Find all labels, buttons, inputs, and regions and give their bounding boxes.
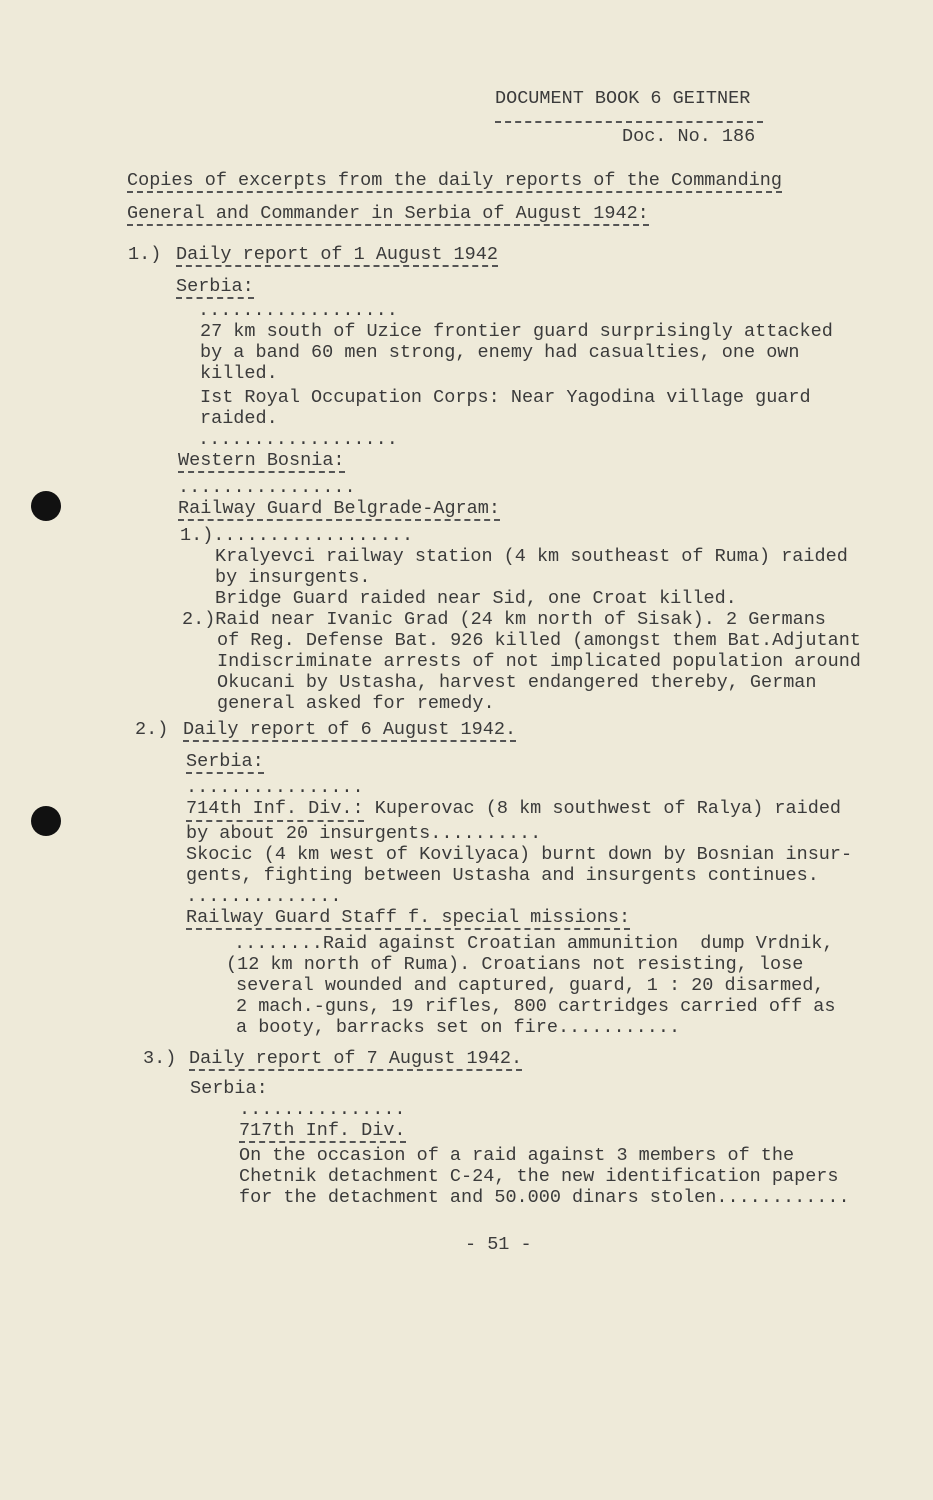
header-rule (495, 121, 763, 123)
report-heading: Daily report of 7 August 1942. (189, 1048, 523, 1069)
text: Kuperovac (8 km southwest of Ralya) raided (363, 798, 842, 819)
list-item-number: 1.).................. (180, 525, 414, 546)
text-line: Indiscriminate arrests of not implicated population around (217, 651, 861, 672)
text-line: On the occasion of a raid against 3 members of the (239, 1145, 795, 1166)
title-line: General and Commander in Serbia of August 1942: (127, 203, 649, 224)
section-heading: Railway Guard Staff f. special missions: (186, 907, 631, 928)
text-line: by a band 60 men strong, enemy had casualties, one own (200, 342, 800, 363)
text-line: Okucani by Ustasha, harvest endangered thereby, German (217, 672, 817, 693)
punch-hole (31, 806, 61, 836)
text-line: killed. (200, 363, 278, 384)
section-heading: Serbia: (190, 1078, 268, 1099)
text-line: (12 km north of Ruma). Croatians not resisting, lose (226, 954, 804, 975)
page-number: - 51 - (465, 1234, 532, 1255)
text-line: of Reg. Defense Bat. 926 killed (amongst them Bat.Adjutant (217, 630, 861, 651)
text-line: by about 20 insurgents.......... (186, 823, 542, 844)
section-heading: Railway Guard Belgrade-Agram: (178, 498, 500, 519)
text-line: raided. (200, 408, 278, 429)
division-heading: 714th Inf. Div.: (186, 798, 364, 822)
ellipsis: ................ (186, 777, 364, 798)
document-book-label: DOCUMENT BOOK 6 GEITNER (495, 88, 751, 109)
text-line: general asked for remedy. (217, 693, 495, 714)
text-line: several wounded and captured, guard, 1 : 20 disarmed, (236, 975, 825, 996)
report-number: 3.) (143, 1048, 177, 1069)
report-number: 2.) (135, 719, 169, 740)
ellipsis: .................. (198, 429, 398, 450)
text-line: a booty, barracks set on fire........... (236, 1017, 681, 1038)
section-heading: Western Bosnia: (178, 450, 345, 471)
text-line: Bridge Guard raided near Sid, one Croat killed. (215, 588, 737, 609)
section-heading: Serbia: (186, 751, 264, 772)
text-line: Skocic (4 km west of Kovilyaca) burnt down by Bosnian insur- (186, 844, 853, 865)
ellipsis: .............. (186, 886, 342, 907)
text-line: 2 mach.-guns, 19 rifles, 800 cartridges carried off as (236, 996, 836, 1017)
ellipsis: ................ (178, 477, 356, 498)
title-line: Copies of excerpts from the daily reports of the Commanding (127, 170, 783, 191)
text-line: by insurgents. (215, 567, 371, 588)
report-heading: Daily report of 6 August 1942. (183, 719, 517, 740)
ellipsis: .................. (198, 300, 398, 321)
division-heading: 717th Inf. Div. (239, 1120, 406, 1141)
text-line: gents, fighting between Ustasha and insurgents continues. (186, 865, 819, 886)
text-line: Kralyevci railway station (4 km southeast of Ruma) raided (215, 546, 848, 567)
text-line: 27 km south of Uzice frontier guard surprisingly attacked (200, 321, 833, 342)
punch-hole (31, 491, 61, 521)
text-line: ........Raid against Croatian ammunition dump Vrdnik, (234, 933, 834, 954)
text-line (186, 800, 841, 818)
report-number: 1.) (128, 244, 162, 265)
text-line: Ist Royal Occupation Corps: Near Yagodina village guard (200, 387, 811, 408)
text-line: Chetnik detachment C-24, the new identification papers (239, 1166, 839, 1187)
text-line: 2.)Raid near Ivanic Grad (24 km north of Sisak). 2 Germans (182, 609, 826, 630)
ellipsis: ............... (239, 1099, 406, 1120)
doc-number: Doc. No. 186 (622, 126, 756, 147)
report-heading: Daily report of 1 August 1942 (176, 244, 498, 265)
text-line: for the detachment and 50.000 dinars stolen............ (239, 1187, 850, 1208)
section-heading: Serbia: (176, 276, 254, 297)
